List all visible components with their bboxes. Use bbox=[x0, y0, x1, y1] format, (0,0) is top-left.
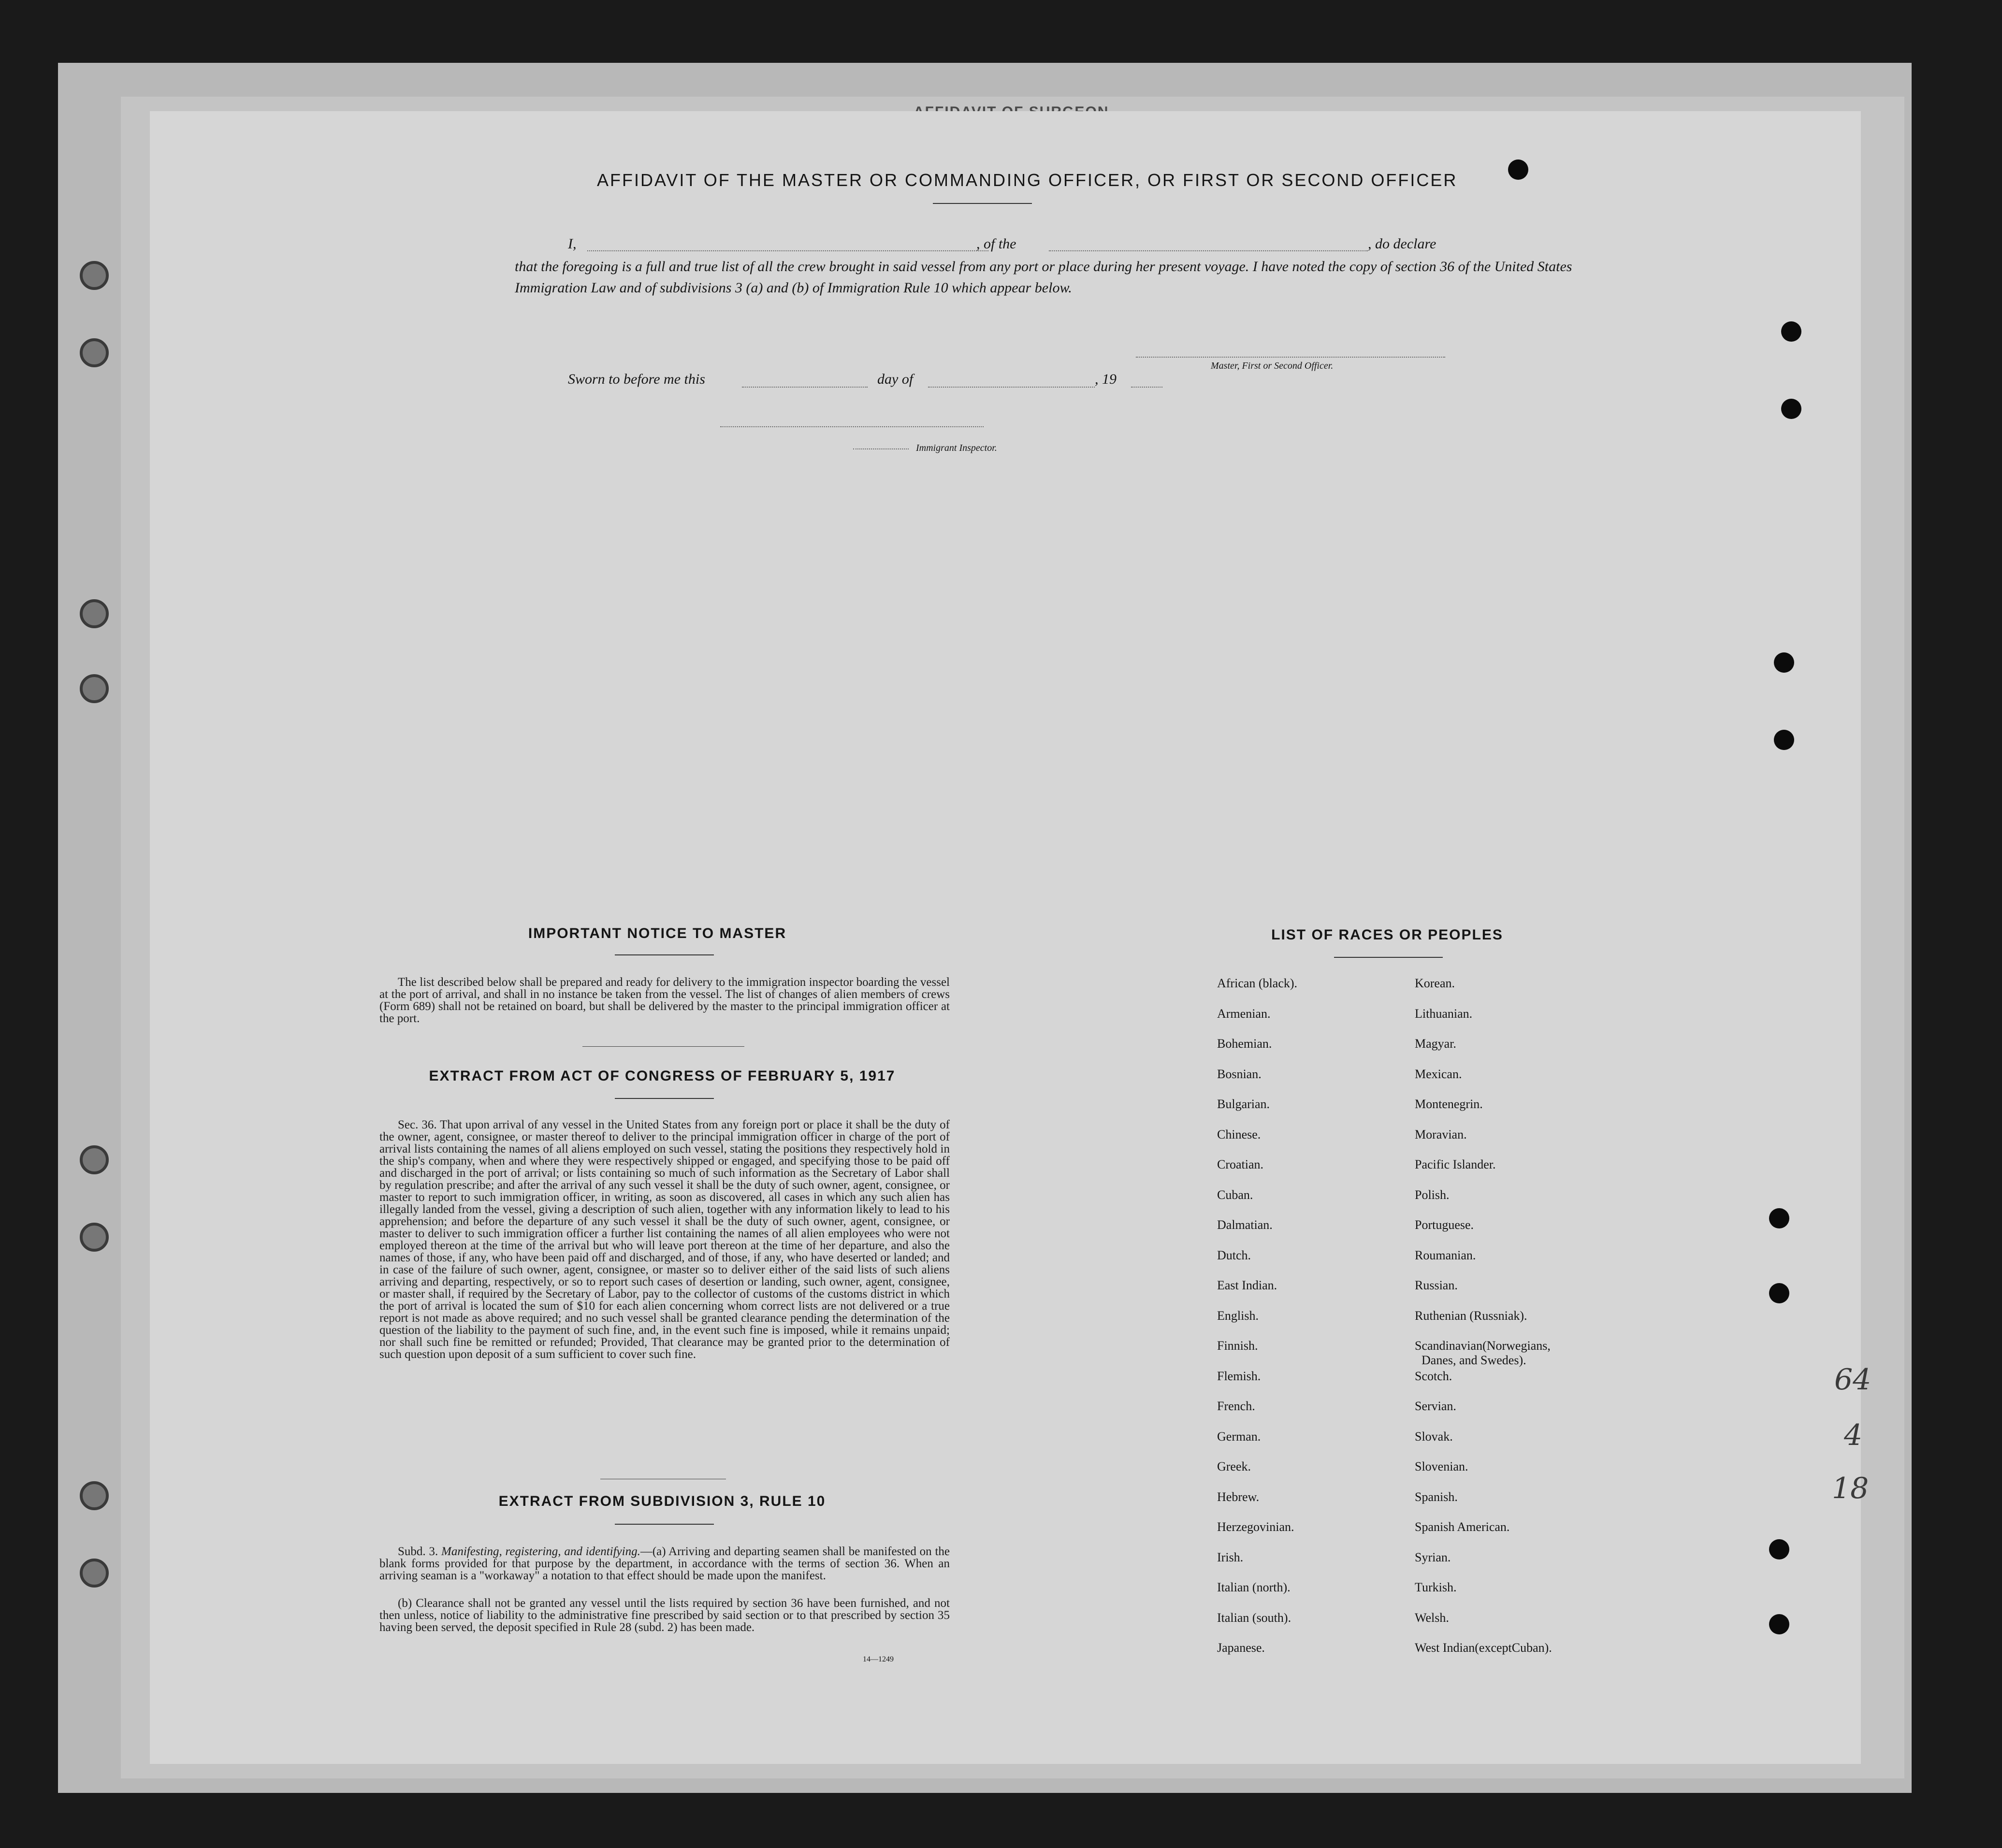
day-line bbox=[742, 387, 868, 388]
notice-separator bbox=[582, 1046, 744, 1047]
binder-hole-icon bbox=[80, 1481, 109, 1510]
race-label: Ruthenian (Russniak). bbox=[1415, 1308, 1527, 1323]
race-item bbox=[1217, 1459, 1251, 1474]
race-label: Portuguese. bbox=[1415, 1218, 1474, 1232]
inspector-caption: Immigrant Inspector. bbox=[916, 443, 997, 453]
notice-title: IMPORTANT NOTICE TO MASTER bbox=[528, 925, 787, 941]
race-item bbox=[1415, 1248, 1476, 1263]
race-item bbox=[1217, 1218, 1273, 1232]
race-label: Spanish. bbox=[1415, 1489, 1458, 1504]
race-item bbox=[1415, 1097, 1483, 1112]
race-item bbox=[1217, 1339, 1258, 1353]
race-item bbox=[1415, 1037, 1456, 1051]
races-title-underline bbox=[1334, 957, 1443, 958]
race-item bbox=[1415, 1520, 1509, 1534]
race-label: Flemish. bbox=[1217, 1369, 1261, 1383]
race-label: Magyar. bbox=[1415, 1037, 1456, 1051]
binder-hole-icon bbox=[80, 1223, 109, 1252]
master-signature-line bbox=[1136, 357, 1445, 358]
race-item bbox=[1415, 1490, 1458, 1504]
day-of-label: day of bbox=[877, 371, 914, 387]
extract-rule-text-b: (b) Clearance shall not be granted any vessel until the lists required by section 36 have been furnished, and not then unless, notice of liability to the administrative fine prescribed by said section or to that prescribed by section 35 having been served, the deposit specified in Rule 28 (subd. 2) has been made. bbox=[379, 1597, 950, 1634]
punch-hole-icon bbox=[1769, 1208, 1789, 1228]
race-item bbox=[1415, 1218, 1474, 1232]
race-label: Slovak. bbox=[1415, 1429, 1453, 1444]
race-label: Polish. bbox=[1415, 1187, 1450, 1202]
race-item bbox=[1415, 1339, 1551, 1368]
race-item bbox=[1217, 1490, 1259, 1504]
race-label: Roumanian. bbox=[1415, 1248, 1476, 1262]
race-label: Hebrew. bbox=[1217, 1489, 1260, 1504]
race-item bbox=[1217, 1309, 1259, 1323]
race-label: Spanish American. bbox=[1415, 1520, 1510, 1534]
race-label: Pacific Islander. bbox=[1415, 1157, 1496, 1171]
title-underline bbox=[933, 203, 1032, 204]
inspector-short-line bbox=[853, 448, 909, 449]
race-label: French. bbox=[1217, 1399, 1255, 1413]
race-label: Bohemian. bbox=[1217, 1037, 1272, 1051]
race-item bbox=[1217, 1097, 1270, 1112]
race-label: West Indian(exceptCuban). bbox=[1415, 1641, 1552, 1655]
race-item bbox=[1217, 1580, 1291, 1595]
punch-hole-icon bbox=[1508, 159, 1528, 180]
punch-hole-icon bbox=[1769, 1539, 1789, 1559]
subd-lead: Subd. 3. bbox=[398, 1545, 438, 1558]
do-declare-label: , do declare bbox=[1368, 236, 1436, 252]
race-item bbox=[1217, 1007, 1270, 1021]
race-label: Scandinavian(Norwegians, bbox=[1415, 1339, 1551, 1353]
race-label: German. bbox=[1217, 1429, 1261, 1444]
race-item bbox=[1415, 976, 1455, 991]
extract-rule-underline bbox=[615, 1524, 714, 1525]
race-label: Italian (south). bbox=[1217, 1610, 1291, 1625]
race-item bbox=[1415, 1580, 1456, 1595]
race-item bbox=[1217, 976, 1297, 991]
notice-text: The list described below shall be prepared and ready for delivery to the immigration inspector boarding the vessel at the port of arrival, and shall in no instance be taken from the vessel. The list of changes of alien members of crews (Form 689) shall not be retained on board, but shall be delivered by the master to the principal immigration officer at the port. bbox=[379, 976, 950, 1025]
race-item bbox=[1415, 1459, 1468, 1474]
binder-hole-icon bbox=[80, 674, 109, 703]
form-number: 14—1249 bbox=[863, 1655, 894, 1663]
race-label: Slovenian. bbox=[1415, 1459, 1468, 1473]
race-label: Lithuanian. bbox=[1415, 1006, 1473, 1021]
binder-hole-icon bbox=[80, 338, 109, 367]
races-title: LIST OF RACES OR PEOPLES bbox=[1271, 927, 1503, 943]
race-label: East Indian. bbox=[1217, 1278, 1277, 1292]
extract-rule-title: EXTRACT FROM SUBDIVISION 3, RULE 10 bbox=[498, 1493, 826, 1509]
race-label: Turkish. bbox=[1415, 1580, 1457, 1594]
race-label: Dutch. bbox=[1217, 1248, 1251, 1262]
race-label: Moravian. bbox=[1415, 1127, 1467, 1141]
subd-heading: Manifesting, registering, and identifying. bbox=[441, 1545, 640, 1558]
race-item bbox=[1415, 1611, 1449, 1625]
punch-hole-icon bbox=[1769, 1283, 1789, 1303]
i-label: I, bbox=[568, 236, 577, 252]
race-item bbox=[1415, 1007, 1472, 1021]
handwritten-margin-3: 18 bbox=[1832, 1472, 1869, 1505]
name-line bbox=[587, 250, 988, 251]
race-label: Korean. bbox=[1415, 976, 1455, 990]
race-item bbox=[1217, 1399, 1255, 1414]
race-item bbox=[1217, 1641, 1265, 1655]
race-item bbox=[1217, 1037, 1272, 1051]
race-label: Armenian. bbox=[1217, 1006, 1271, 1021]
race-item bbox=[1217, 1157, 1263, 1172]
race-label-continuation: Danes, and Swedes). bbox=[1422, 1353, 1526, 1367]
race-item bbox=[1217, 1278, 1277, 1293]
race-label: Mexican. bbox=[1415, 1067, 1462, 1081]
of-the-label: , of the bbox=[976, 236, 1016, 252]
handwritten-margin-2: 4 bbox=[1844, 1418, 1863, 1452]
race-label: Finnish. bbox=[1217, 1339, 1258, 1353]
race-label: Bosnian. bbox=[1217, 1067, 1262, 1081]
race-label: Croatian. bbox=[1217, 1157, 1264, 1171]
binder-hole-icon bbox=[80, 261, 109, 290]
race-label: Irish. bbox=[1217, 1550, 1244, 1564]
race-item bbox=[1415, 1550, 1451, 1565]
punch-hole-icon bbox=[1769, 1614, 1789, 1634]
race-item bbox=[1415, 1188, 1450, 1202]
race-item bbox=[1415, 1399, 1456, 1414]
race-item bbox=[1217, 1520, 1294, 1534]
race-item bbox=[1415, 1067, 1462, 1082]
extract-act-text: Sec. 36. That upon arrival of any vessel in the United States from any foreign port or place it shall be the duty of the owner, agent, consignee, or master thereof to deliver to the principal immigration officer in charge of the port of arrival lists containing the names of all aliens employed on such vessel, stating the positions they respectively hold in the ship's company, when and where they were respectively shipped or engaged, and specifying those to be paid off and discharged in the port of arrival; or lists containing so much of such information as the Secretary of Labor shall by regulation prescribe; and after the arrival of any such vessel it shall be the duty of such owner, agent, consignee, or master to report to such immigration officer, in writing, as soon as discovered, all cases in which any such alien has illegally landed from the vessel, giving a description of such alien, together with any information likely to lead to his apprehension; and before the departure of any such vessel it shall be the duty of such owner, agent, consignee, or master to deliver to such immigration officer a further list containing the names of all alien employees who were not employed thereon at the time of the arrival but who will leave port thereon at the time of her departure, and also the names of those, if any, who have been paid off and discharged, and of those, if any, who have deserted or landed; and in case of the failure of such owner, agent, consignee, or master so to deliver either of the said lists of such aliens arriving and departing, respectively, or so to report such cases of desertion or landing, such owner, agent, consignee, or master shall, if required by the Secretary of Labor, pay to the collector of customs of the customs district in which the port of arrival is located the sum of $10 for each alien concerning whom correct lists are not delivered or a true report is not made as above required; and no such vessel shall be granted clearance pending the determination of the question of the liability to the payment of such fine, and, in the event such fine is imposed, while it remains unpaid; nor shall such fine be remitted or refunded; Provided, That clearance may be granted prior to the determination of such question upon deposit of a sum sufficient to cover such fine. bbox=[379, 1118, 950, 1361]
notice-title-underline bbox=[615, 954, 714, 955]
sworn-label: Sworn to before me this bbox=[568, 371, 705, 387]
race-item bbox=[1217, 1248, 1251, 1263]
punch-hole-icon bbox=[1774, 652, 1794, 673]
year-label: , 19 bbox=[1095, 371, 1117, 387]
race-item bbox=[1415, 1309, 1527, 1323]
race-item bbox=[1217, 1067, 1262, 1082]
declaration-text: that the foregoing is a full and true list of all the crew brought in said vessel from any port or place during her present voyage. I have noted the copy of section 36 of the United States Immigration Law and of subdivisions 3 (a) and (b) of Immigration Rule 10 which appear below. bbox=[515, 259, 1572, 296]
extract-rule-text-a bbox=[379, 1545, 950, 1582]
race-label: African (black). bbox=[1217, 976, 1298, 990]
race-item bbox=[1217, 1188, 1253, 1202]
race-item bbox=[1415, 1369, 1452, 1384]
race-label: Welsh. bbox=[1415, 1610, 1449, 1625]
handwritten-margin-1: 64 bbox=[1834, 1363, 1871, 1397]
race-label: English. bbox=[1217, 1308, 1259, 1323]
race-item bbox=[1217, 1429, 1261, 1444]
extract-act-underline bbox=[615, 1098, 714, 1099]
race-item bbox=[1415, 1641, 1552, 1655]
master-caption: Master, First or Second Officer. bbox=[1211, 361, 1334, 371]
race-label: Syrian. bbox=[1415, 1550, 1451, 1564]
vessel-line bbox=[1049, 250, 1368, 251]
binder-hole-icon bbox=[80, 599, 109, 628]
race-item bbox=[1217, 1611, 1291, 1625]
punch-hole-icon bbox=[1781, 321, 1801, 342]
race-item bbox=[1415, 1157, 1496, 1172]
affidavit-title: AFFIDAVIT OF THE MASTER OR COMMANDING OFFICER, OR FIRST OR SECOND OFFICER bbox=[597, 170, 1458, 190]
race-label: Russian. bbox=[1415, 1278, 1458, 1292]
race-label: Japanese. bbox=[1217, 1641, 1265, 1655]
race-label: Montenegrin. bbox=[1415, 1097, 1483, 1111]
punch-hole-icon bbox=[1781, 399, 1801, 419]
race-label: Scotch. bbox=[1415, 1369, 1452, 1383]
race-label: Greek. bbox=[1217, 1459, 1251, 1473]
subd-text-a: —(a) Arriving and departing seamen shall be manifested on the blank forms provided for that purpose by the department, in accordance with the terms of section 36. When an arriving seaman is a "workaway" a notation to that effect should be made upon the manifest. bbox=[379, 1545, 950, 1582]
race-item bbox=[1217, 1369, 1261, 1384]
race-item bbox=[1415, 1429, 1453, 1444]
race-label: Bulgarian. bbox=[1217, 1097, 1270, 1111]
inspector-signature-line bbox=[720, 426, 984, 427]
year-line bbox=[1131, 387, 1162, 388]
race-label: Chinese. bbox=[1217, 1127, 1261, 1141]
race-label: Italian (north). bbox=[1217, 1580, 1291, 1594]
race-item bbox=[1217, 1550, 1243, 1565]
binder-hole-icon bbox=[80, 1145, 109, 1174]
race-item bbox=[1415, 1127, 1467, 1142]
month-line bbox=[928, 387, 1095, 388]
extract-act-title: EXTRACT FROM ACT OF CONGRESS OF FEBRUARY 5, 1917 bbox=[429, 1068, 896, 1084]
punch-hole-icon bbox=[1774, 730, 1794, 750]
race-label: Dalmatian. bbox=[1217, 1218, 1273, 1232]
race-label: Herzegovinian. bbox=[1217, 1520, 1294, 1534]
race-label: Servian. bbox=[1415, 1399, 1456, 1413]
race-item bbox=[1415, 1278, 1458, 1293]
binder-hole-icon bbox=[80, 1559, 109, 1588]
race-label: Cuban. bbox=[1217, 1187, 1253, 1202]
manifest-page bbox=[150, 111, 1861, 1764]
race-item bbox=[1217, 1127, 1261, 1142]
